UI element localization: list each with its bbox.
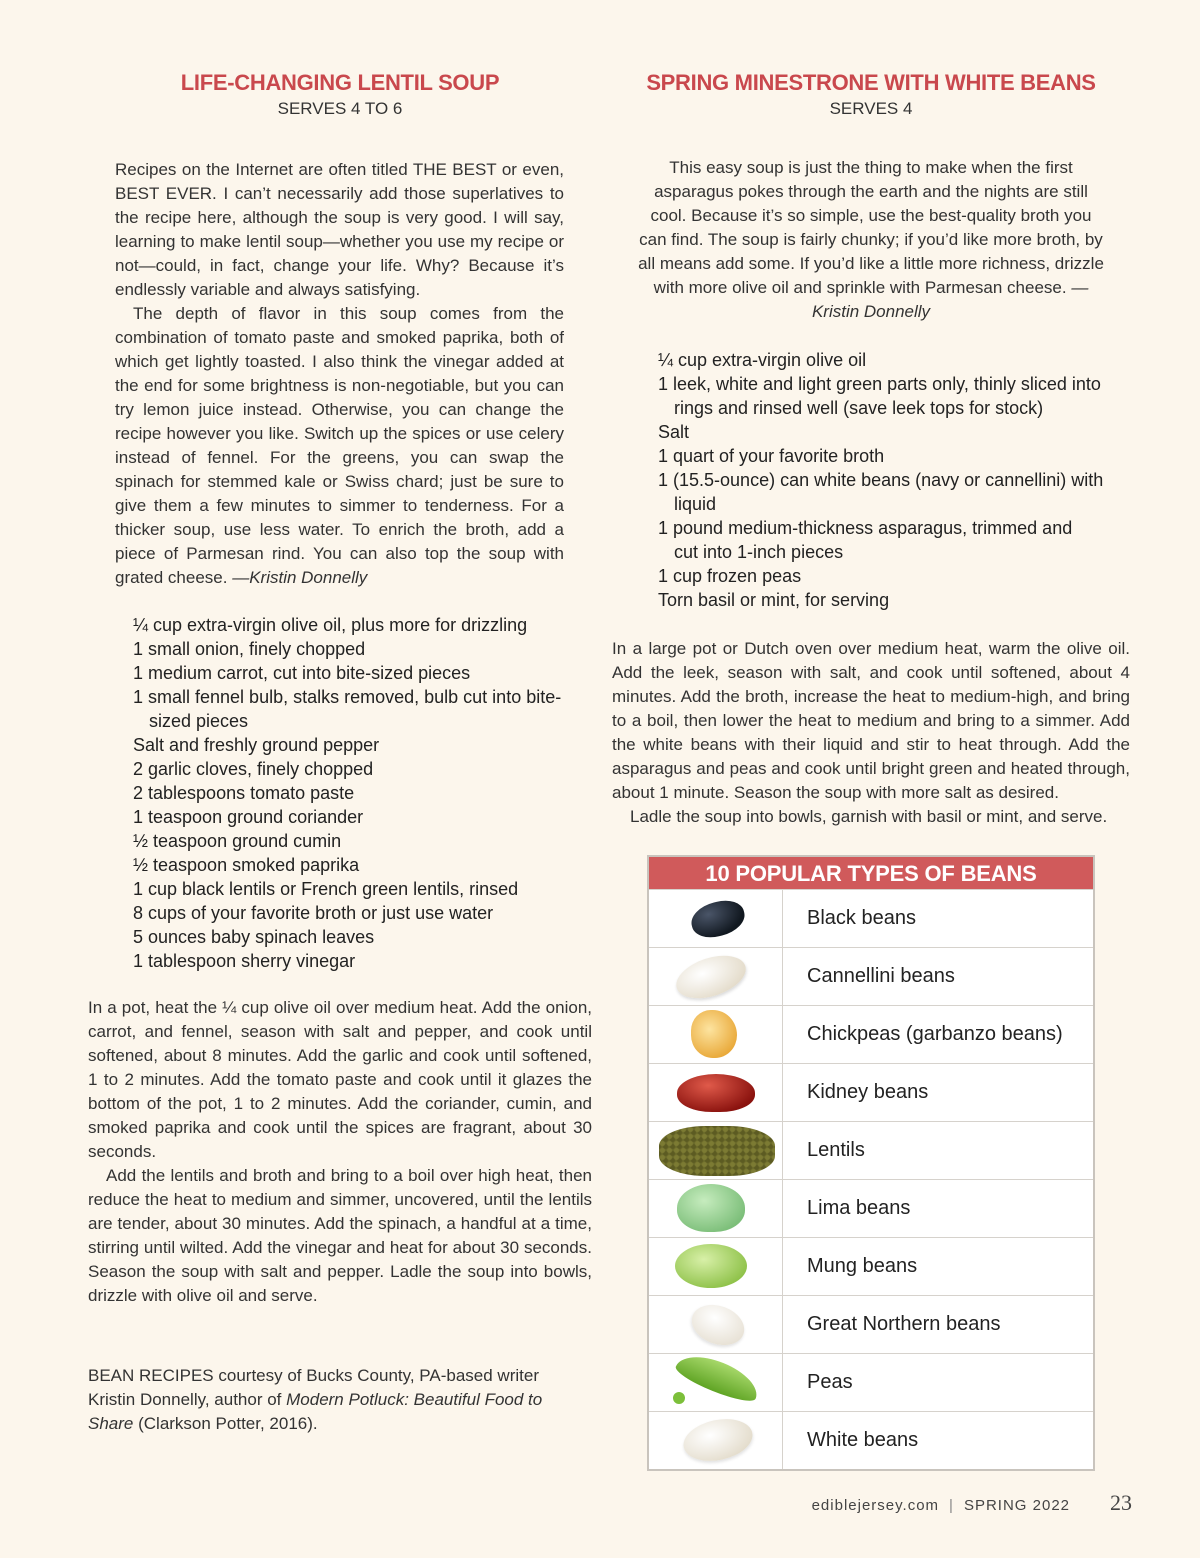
great-northern-bean-icon <box>649 1296 783 1353</box>
bean-name: Black beans <box>807 907 916 929</box>
ingredient-list <box>658 348 1108 612</box>
ingredient: 1 cup frozen peas <box>658 566 802 586</box>
bean-name: Cannellini beans <box>807 965 955 987</box>
white-bean-icon <box>649 1412 783 1469</box>
table-row <box>649 947 1093 1005</box>
recipe-serves: SERVES 4 <box>829 99 913 118</box>
ingredient: 1 quart of your favorite broth <box>658 446 885 466</box>
ingredient: 5 ounces baby spinach leaves <box>133 927 375 947</box>
ingredient: 8 cups of your favorite broth or just use water <box>133 903 494 923</box>
ingredient: 1 pound medium-thickness asparagus, trimmed and cut into 1-inch pieces <box>658 518 1073 562</box>
table-title: 10 POPULAR TYPES OF BEANS <box>649 857 1093 889</box>
bean-name: Kidney beans <box>807 1081 929 1103</box>
recipe-credit: BEAN RECIPES courtesy of Bucks County, PA-based writer Kristin Donnelly, author of Modern Potluck: Beautiful Food to Share (Clarkson Potter, 2016). <box>88 1366 543 1433</box>
table-row <box>649 1411 1093 1469</box>
ingredient: Salt <box>658 422 690 442</box>
cannellini-bean-icon <box>649 948 783 1005</box>
byline: —Kristin Donnelly <box>232 568 368 587</box>
kidney-bean-icon <box>649 1064 783 1121</box>
ingredient: 1 small onion, finely chopped <box>133 639 366 659</box>
table-row <box>649 1179 1093 1237</box>
byline: —Kristin Donnelly <box>811 278 1089 321</box>
black-bean-icon <box>649 890 783 947</box>
lentils-icon <box>649 1122 783 1179</box>
recipe-title: SPRING MINESTRONE WITH WHITE BEANS <box>646 70 1096 95</box>
table-row <box>649 1353 1093 1411</box>
ingredient: 1 tablespoon sherry vinegar <box>133 951 356 971</box>
ingredient: 2 garlic cloves, finely chopped <box>133 759 374 779</box>
table-row <box>649 1063 1093 1121</box>
ingredient: ½ teaspoon ground cumin <box>133 831 342 851</box>
ingredient: Salt and freshly ground pepper <box>133 735 380 755</box>
ingredient: 1 cup black lentils or French green lentils, rinsed <box>133 879 519 899</box>
bean-name: Great Northern beans <box>807 1313 1001 1335</box>
recipe-title: LIFE-CHANGING LENTIL SOUP <box>180 70 500 95</box>
ingredient: Torn basil or mint, for serving <box>658 590 890 610</box>
recipe-intro <box>636 156 1106 324</box>
ingredient: 1 teaspoon ground coriander <box>133 807 364 827</box>
site-url: ediblejersey.com <box>811 1497 940 1514</box>
bean-name: Mung beans <box>807 1255 918 1277</box>
ingredient: ½ teaspoon smoked paprika <box>133 855 360 875</box>
intro-paragraph: The depth of flavor in this soup comes from the combination of tomato paste and smoked paprika, both of which get lightly toasted. I also think the vinegar added at the end for some brightness is non-negotiable, but you can try lemon juice instead. Otherwise, you can change the recipe however you like. Switch up the spices or use celery instead of fennel. For the greens, you can swap the spinach for stemmed kale or Swiss chard; just be sure to give them a few minutes to simmer to tenderness. For a thicker soup, use less water. To enrich the broth, add a piece of Parmesan rind. You can also top the soup with grated cheese. —Kristin Donnelly <box>115 304 564 587</box>
bean-name: White beans <box>807 1429 919 1451</box>
ingredient: 1 medium carrot, cut into bite-sized pieces <box>133 663 471 683</box>
table-row <box>649 1121 1093 1179</box>
minestrone-recipe <box>612 68 1130 829</box>
ingredient: ¼ cup extra-virgin olive oil, plus more for drizzling <box>133 615 528 635</box>
book-title: Modern Potluck: Beautiful Food to Share <box>88 1390 543 1433</box>
footer-separator: | <box>949 1497 954 1514</box>
recipe-serves: SERVES 4 TO 6 <box>277 99 403 118</box>
lima-bean-icon <box>649 1180 783 1237</box>
recipe-method <box>612 637 1130 829</box>
lentil-soup-recipe <box>88 68 592 1436</box>
mung-bean-icon <box>649 1238 783 1295</box>
ingredient: 1 leek, white and light green parts only, thinly sliced into rings and rinsed well (save leek tops for stock) <box>658 374 1101 418</box>
page-footer <box>812 1490 1132 1516</box>
recipe-method <box>88 996 592 1308</box>
method-paragraph: In a large pot or Dutch oven over medium heat, warm the olive oil. Add the leek, season with salt, and cook until softened, about 4 minutes. Add the broth, increase the heat to medium-high, and bring to a boil, then lower the heat to medium and bring to a simmer. Add the white beans with their liquid and stir to heat through. Add the asparagus and peas and cook until bright green and heated through, about 1 minute. Season the soup with more salt as desired. <box>612 639 1130 802</box>
method-paragraph: In a pot, heat the ¼ cup olive oil over medium heat. Add the onion, carrot, and fennel, season with salt and pepper, and cook until softened, about 8 minutes. Add the garlic and cook until softened, 1 to 2 minutes. Add the tomato paste and cook until it glazes the bottom of the pot, 1 to 2 minutes. Add the coriander, cumin, and smoked paprika and cook until the spices are fragrant, about 30 seconds. <box>88 998 592 1161</box>
chickpea-icon <box>649 1006 783 1063</box>
method-paragraph: Ladle the soup into bowls, garnish with basil or mint, and serve. <box>630 807 1108 826</box>
table-row <box>649 1237 1093 1295</box>
peas-icon <box>649 1354 783 1411</box>
ingredient: ¼ cup extra-virgin olive oil <box>658 350 867 370</box>
table-row <box>649 1295 1093 1353</box>
issue-season: SPRING 2022 <box>963 1497 1070 1514</box>
table-row <box>649 889 1093 947</box>
bean-name: Peas <box>807 1371 853 1393</box>
bean-name: Lima beans <box>807 1197 911 1219</box>
recipe-intro <box>115 158 564 590</box>
intro-paragraph: This easy soup is just the thing to make when the first asparagus pokes through the earth and the nights are still cool. Because it’s so simple, use the best-quality broth you can find. The soup is fairly chunky; if you’d like more broth, by all means add some. If you’d like a little more richness, drizzle with more olive oil and sprinkle with Parmesan cheese. —Kristin Donnelly <box>638 158 1104 321</box>
bean-types-table <box>647 855 1095 1471</box>
ingredient: 1 small fennel bulb, stalks removed, bulb cut into bite-sized pieces <box>133 687 562 731</box>
table-row <box>649 1005 1093 1063</box>
ingredient: 2 tablespoons tomato paste <box>133 783 355 803</box>
bean-name: Lentils <box>807 1139 865 1161</box>
ingredient-list <box>133 613 592 973</box>
bean-name: Chickpeas (garbanzo beans) <box>807 1023 1063 1045</box>
method-paragraph: Add the lentils and broth and bring to a boil over high heat, then reduce the heat to medium and simmer, uncovered, until the lentils are tender, about 30 minutes. Add the spinach, a handful at a time, stirring until wilted. Add the vinegar and heat for about 30 seconds. Season the soup with salt and pepper. Ladle the soup into bowls, drizzle with olive oil and serve. <box>88 1166 592 1305</box>
intro-paragraph: Recipes on the Internet are often titled THE BEST or even, BEST EVER. I can’t necessarily add those superlatives to the recipe here, although the soup is very good. I will say, learning to make lentil soup—whether you use my recipe or not—could, in fact, change your life. Why? Because it’s endlessly variable and always satisfying. <box>115 160 564 299</box>
ingredient: 1 (15.5-ounce) can white beans (navy or cannellini) with liquid <box>658 470 1104 514</box>
page-number: 23 <box>1110 1490 1132 1515</box>
